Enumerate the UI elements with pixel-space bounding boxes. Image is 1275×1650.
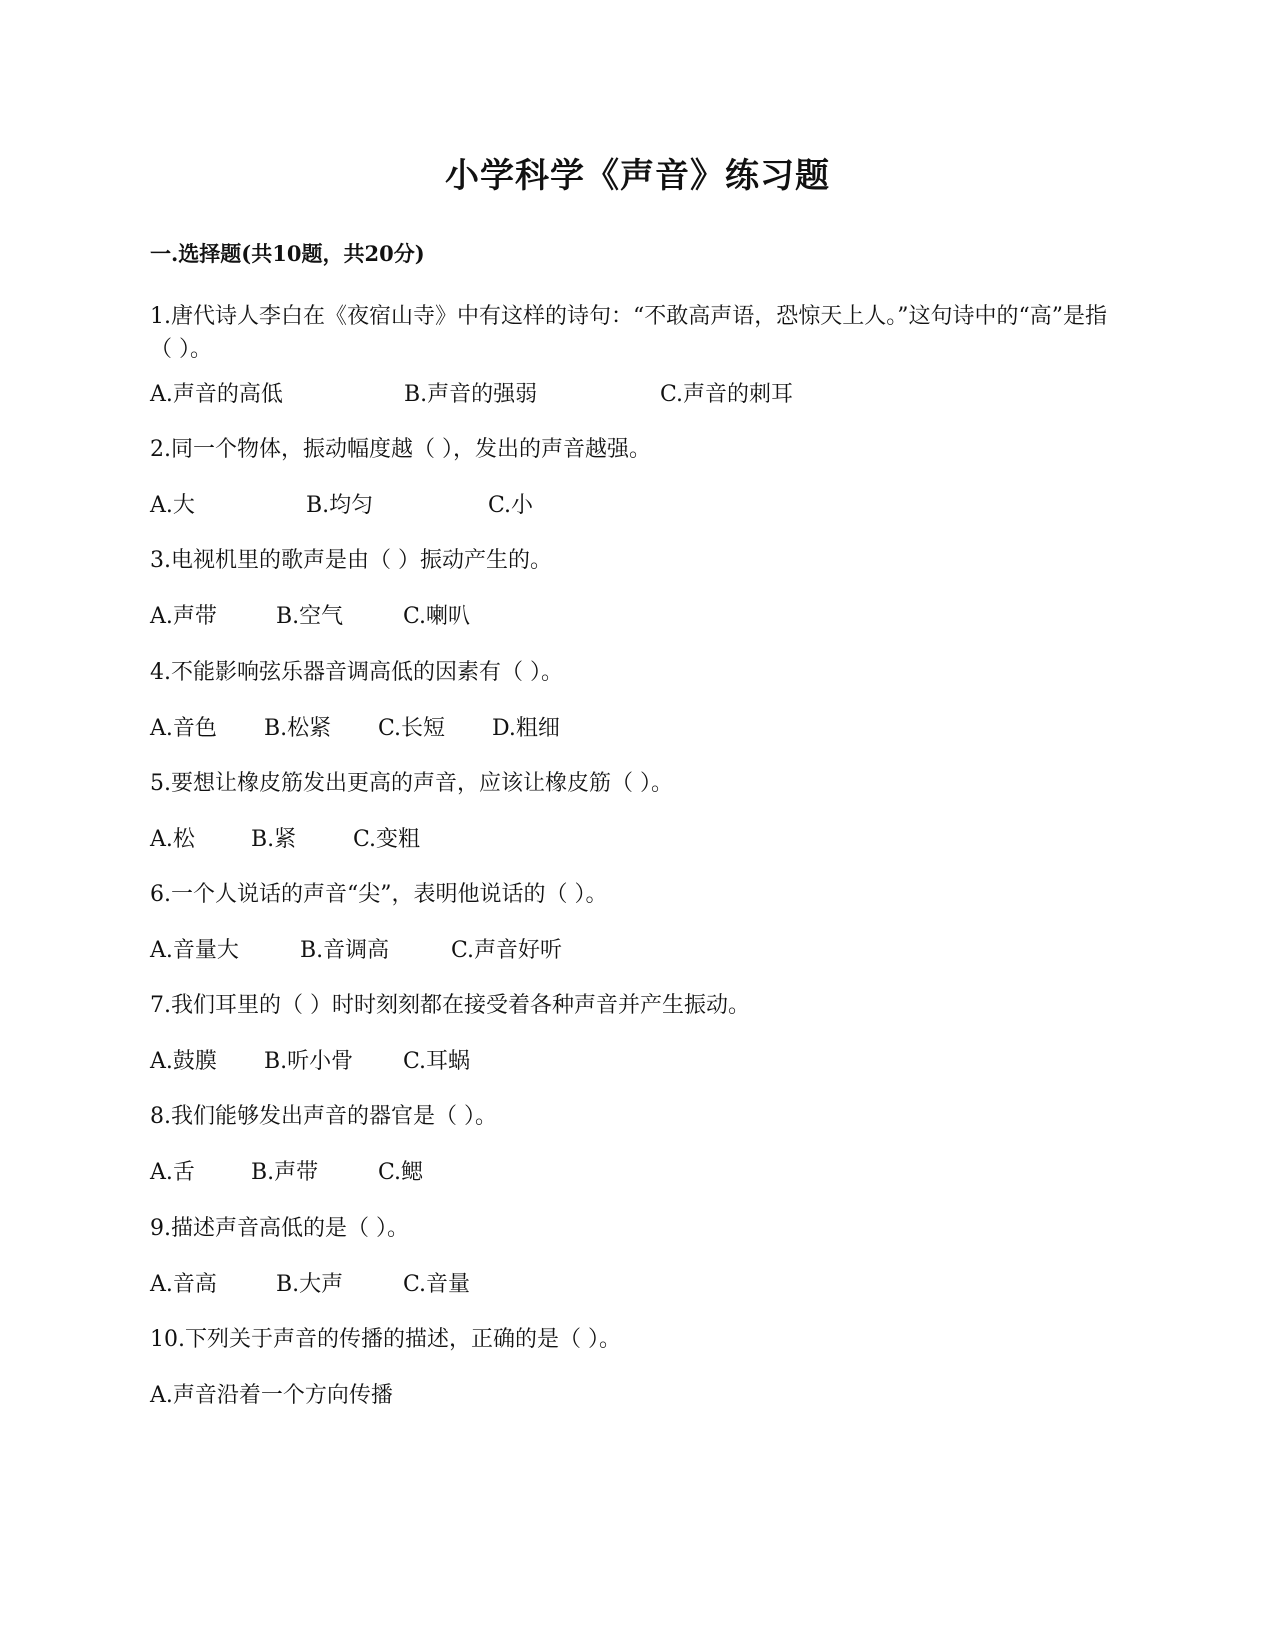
question-6-option-a: A.音量大 [150, 938, 239, 963]
page-title: 小学科学《声音》练习题 [445, 156, 830, 196]
question-7-text: 7.我们耳里的（ ）时时刻刻都在接受着各种声音并产生振动。 [150, 993, 750, 1018]
question-7-option-a: A.鼓膜 [150, 1049, 217, 1074]
question-5-option-c: C.变粗 [353, 827, 421, 852]
question-4-option-b: B.松紧 [264, 716, 332, 741]
question-10-text: 10.下列关于声音的传播的描述，正确的是（ ）。 [150, 1327, 621, 1352]
question-7-option-b: B.听小骨 [264, 1049, 354, 1074]
question-8-option-c: C.鳃 [378, 1160, 424, 1185]
question-2-option-a: A.大 [150, 493, 195, 518]
question-8-option-a: A.舌 [150, 1160, 195, 1185]
question-4-option-a: A.音色 [150, 716, 217, 741]
question-8-option-b: B.声带 [251, 1160, 319, 1185]
question-2-option-c: C.小 [488, 493, 534, 518]
question-1-option-b: B.声音的强弱 [404, 382, 538, 407]
question-2-text: 2.同一个物体，振动幅度越（ ），发出的声音越强。 [150, 437, 651, 462]
question-9-option-b: B.大声 [276, 1272, 344, 1297]
question-6-option-c: C.声音好听 [451, 938, 563, 963]
question-6-text: 6.一个人说话的声音“尖”，表明他说话的（ ）。 [150, 882, 608, 907]
question-3-option-a: A.声带 [150, 604, 217, 629]
question-9-option-a: A.音高 [150, 1272, 217, 1297]
question-5-option-b: B.紧 [251, 827, 297, 852]
question-9-option-c: C.音量 [403, 1272, 471, 1297]
question-1-option-c: C.声音的刺耳 [660, 382, 794, 407]
question-7-option-c: C.耳蜗 [403, 1049, 471, 1074]
question-4-option-c: C.长短 [378, 716, 446, 741]
question-5-option-a: A.松 [150, 827, 195, 852]
question-2-option-b: B.均匀 [306, 493, 374, 518]
question-5-text: 5.要想让橡皮筋发出更高的声音，应该让橡皮筋（ ）。 [150, 771, 673, 796]
question-10-option-a: A.声音沿着一个方向传播 [150, 1383, 393, 1408]
question-1-option-a: A.声音的高低 [150, 382, 283, 407]
question-8-text: 8.我们能够发出声音的器官是（ ）。 [150, 1104, 497, 1129]
question-3-option-c: C.喇叭 [403, 604, 471, 629]
question-4-option-d: D.粗细 [492, 716, 560, 741]
question-1-text: 1.唐代诗人李白在《夜宿山寺》中有这样的诗句：“不敢高声语，恐惊天上人。”这句诗中的“高”是指（ ）。 [150, 304, 1107, 362]
question-3-text: 3.电视机里的歌声是由（ ）振动产生的。 [150, 548, 552, 573]
question-3-option-b: B.空气 [276, 604, 344, 629]
question-9-text: 9.描述声音高低的是（ ）。 [150, 1216, 409, 1241]
question-6-option-b: B.音调高 [300, 938, 390, 963]
question-4-text: 4.不能影响弦乐器音调高低的因素有（ ）。 [150, 660, 563, 685]
section-heading: 一.选择题(共10题，共20分) [150, 241, 425, 266]
